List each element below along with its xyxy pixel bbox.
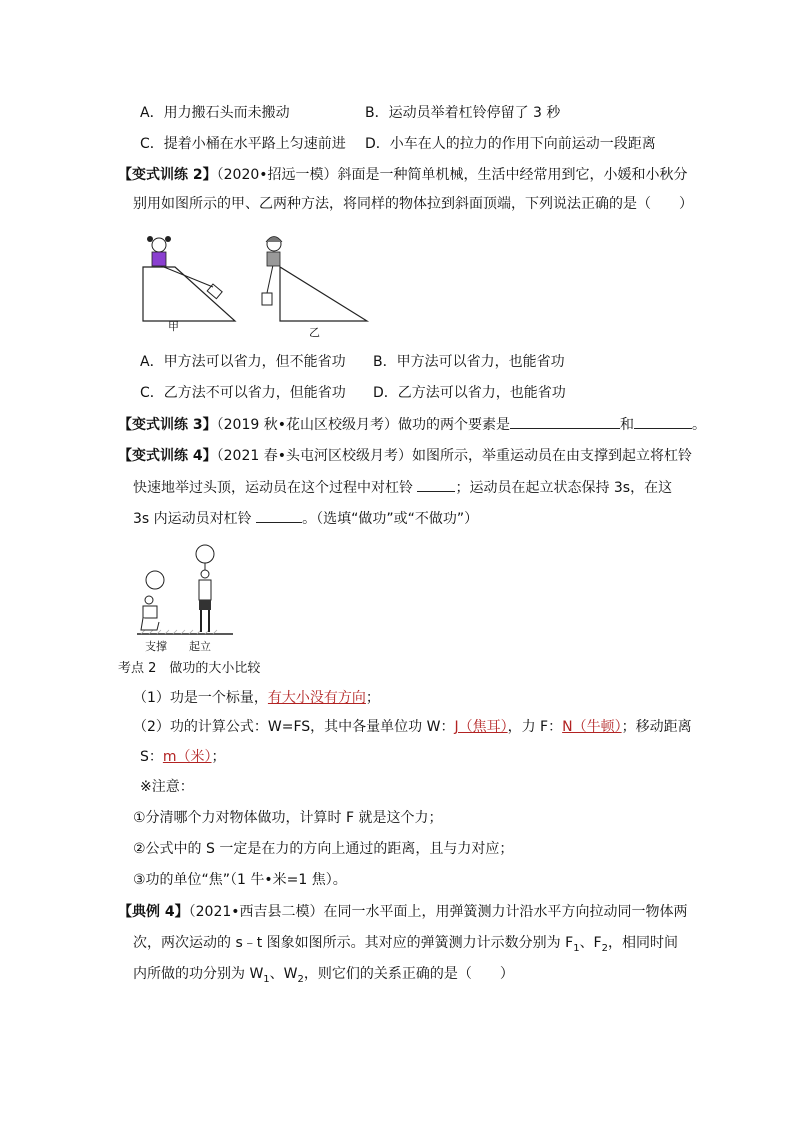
- answer-blank[interactable]: [634, 414, 692, 429]
- subscript: 1: [573, 942, 580, 954]
- figure-label-support: 支撑: [145, 640, 167, 653]
- option-c: C．乙方法不可以省力，但能省功: [140, 385, 346, 401]
- question-text: 内所做的功分别为 W: [133, 966, 264, 982]
- option-a: A．用力搬石头而未搬动: [140, 105, 290, 121]
- question-v2-line1: [118, 165, 688, 185]
- question-text: 次，两次运动的 s﹣t 图象如图所示。其对应的弹簧测力计示数分别为 F: [133, 935, 574, 951]
- question-v3: [118, 414, 706, 435]
- subscript: 1: [263, 973, 270, 985]
- point-text: ；: [211, 749, 226, 765]
- answer-blank[interactable]: [510, 414, 620, 429]
- option-d: D．乙方法可以省力，也能省功: [373, 385, 566, 401]
- point-text: ；移动距离: [621, 719, 692, 735]
- question-text: 、F: [579, 935, 602, 951]
- question-text: （2019 秋•花山区校级月考）做功的两个要素是: [216, 417, 510, 433]
- question-tag: 【变式训练 4】: [118, 448, 217, 464]
- question-text: 。: [691, 417, 706, 433]
- question-tag: 【变式训练 3】: [118, 417, 217, 433]
- answer-text: N（牛顿）: [562, 719, 622, 735]
- note-1: ①分清哪个力对物体做功，计算时 F 就是这个力；: [133, 810, 443, 826]
- section-title: 考点 2 做功的大小比较: [118, 661, 261, 676]
- question-text: ；运动员在起立状态保持 3s，在这: [455, 480, 673, 496]
- option-a: A．甲方法可以省力，但不能省功: [140, 354, 346, 370]
- option-b: B．运动员举着杠铃停留了 3 秒: [365, 105, 561, 121]
- question-v4-line3: [133, 508, 478, 529]
- question-text: 3s 内运动员对杠铃: [133, 511, 252, 527]
- question-tag: 【典例 4】: [118, 904, 189, 920]
- point-2-cont: [140, 747, 226, 767]
- question-text: 快速地举过头顶，运动员在这个过程中对杠铃: [133, 480, 413, 496]
- weightlifter-figure: [135, 538, 235, 638]
- question-text: 。（选填“做功”或“不做功”）: [302, 511, 479, 527]
- subscript: 2: [297, 973, 304, 985]
- question-text: 和: [619, 417, 634, 433]
- option-b: B．甲方法可以省力，也能省功: [373, 354, 565, 370]
- lifter-squat: [141, 571, 164, 630]
- question-text: （2021•西吉县二模）在同一水平面上，用弹簧测力计沿水平方向拉动同一物体两: [188, 904, 688, 920]
- answer-blank[interactable]: [417, 477, 455, 492]
- point-text: （1）功是一个标量，: [133, 690, 268, 706]
- question-text: ，则它们的关系正确的是（ ）: [303, 966, 514, 982]
- lifter-stand: [196, 545, 214, 632]
- figure-label-jia: 甲: [168, 320, 179, 333]
- note-3: ③功的单位“焦”（1 牛•米=1 焦）。: [133, 872, 347, 888]
- figure-label-yi: 乙: [309, 326, 320, 339]
- note-2: ②公式中的 S 一定是在力的方向上通过的距离，且与力对应；: [133, 841, 514, 857]
- subscript: 2: [601, 942, 608, 954]
- question-text: ，相同时间: [608, 935, 678, 951]
- example-4-line3: [133, 964, 514, 984]
- option-c: C．提着小桶在水平路上匀速前进: [140, 136, 346, 152]
- example-4-line1: [118, 902, 688, 922]
- question-v4-line1: [118, 446, 692, 466]
- point-2: [133, 717, 692, 737]
- incline-b: [262, 237, 367, 322]
- point-1: [133, 688, 380, 708]
- answer-text: m（米）: [162, 749, 212, 765]
- question-v2-line2: 别用如图所示的甲、乙两种方法，将同样的物体拉到斜面顶端，下列说法正确的是（ ）: [133, 196, 693, 212]
- point-text: ；: [365, 690, 380, 706]
- answer-text: 有大小没有方向: [267, 690, 366, 706]
- example-4-line2: [133, 933, 678, 953]
- answer-text: J（焦耳）: [454, 719, 508, 735]
- incline-a: [143, 236, 235, 321]
- note-heading: ※注意：: [140, 779, 194, 795]
- option-d: D．小车在人的拉力的作用下向前运动一段距离: [365, 136, 656, 152]
- question-v4-line2: [133, 477, 672, 498]
- question-text: （2021 春•头屯河区校级月考）如图所示，举重运动员在由支撑到起立将杠铃: [216, 448, 692, 464]
- point-text: ，力 F：: [507, 719, 563, 735]
- answer-blank[interactable]: [256, 508, 302, 523]
- question-text: （2020•招远一模）斜面是一种简单机械，生活中经常用到它，小媛和小秋分: [216, 167, 688, 183]
- figure-label-stand: 起立: [189, 640, 211, 653]
- point-text: S：: [140, 749, 163, 765]
- point-text: （2）功的计算公式：W=FS，其中各量单位功 W：: [133, 719, 455, 735]
- question-tag: 【变式训练 2】: [118, 167, 217, 183]
- question-text: 、W: [269, 966, 298, 982]
